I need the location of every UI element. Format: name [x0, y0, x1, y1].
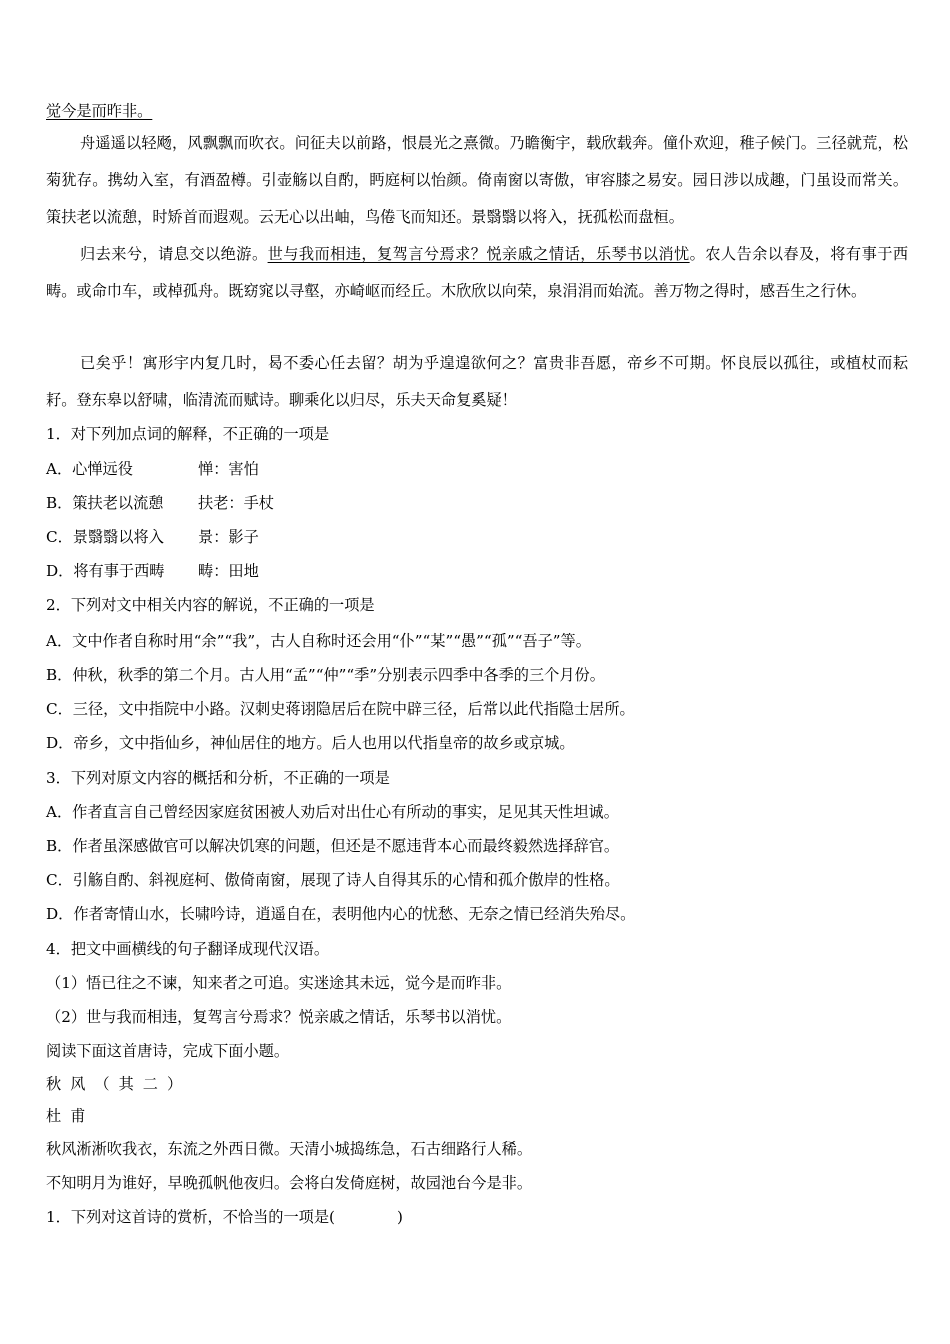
question-3-option-b: B．作者虽深感做官可以解决饥寒的问题，但还是不愿违背本心而最终毅然选择辞官。 — [46, 837, 620, 855]
option-gloss: 景：影子 — [198, 528, 259, 546]
poem-author: 杜甫 — [46, 1107, 95, 1125]
question-1-option-a — [46, 459, 259, 479]
question-4-item-1: （1）悟已往之不谏，知来者之可追。实迷途其未远，觉今是而昨非。 — [46, 974, 512, 992]
option-gloss: 惮：害怕 — [198, 460, 259, 478]
question-3-option-d: D．作者寄情山水，长啸吟诗，逍遥自在，表明他内心的忧愁、无奈之情已经消失殆尽。 — [46, 905, 636, 923]
question-1-option-b — [46, 493, 274, 513]
option-gloss: 畴：田地 — [198, 562, 259, 580]
passage-paragraph-2 — [46, 236, 908, 310]
question-4-item-2: （2）世与我而相违，复驾言兮焉求？悦亲戚之情话，乐琴书以消忧。 — [46, 1008, 512, 1026]
question-2-option-a: A．文中作者自称时用“余”“我”，古人自称时还会用“仆”“某”“愚”“孤”“吾子”等。 — [46, 632, 591, 650]
passage-paragraph-2-end: 。农人告余以春及，将有事于西畴。或命巾车，或棹孤舟。既窈窕以寻壑，亦崎岖而经丘。木欣欣以向荣，泉涓涓而始流。善万物之得时，感吾生之行休。 — [46, 245, 909, 300]
poem-intro: 阅读下面这首唐诗，完成下面小题。 — [46, 1042, 289, 1060]
option-label: A．心惮远役 — [46, 460, 133, 478]
poem-question-1-text: 1．下列对这首诗的赏析，不恰当的一项是 — [46, 1208, 330, 1226]
answer-paren-close: ) — [397, 1208, 403, 1226]
question-2-stem: 2．下列对文中相关内容的解说，不正确的一项是 — [46, 596, 375, 614]
question-2-option-d: D．帝乡，文中指仙乡，神仙居住的地方。后人也用以代指皇帝的故乡或京城。 — [46, 734, 575, 752]
passage-underlined-line: 觉今是而昨非。 — [46, 102, 153, 120]
passage-paragraph-3: 已矣乎！寓形宇内复几时，曷不委心任去留？胡为乎遑遑欲何之？富贵非吾愿，帝乡不可期。怀良辰以孤往，或植杖而耘耔。登东皋以舒啸，临清流而赋诗。聊乘化以归尽，乐夫天命复奚疑！ — [46, 354, 908, 409]
poem-line-1: 秋风淅淅吹我衣，东流之外西日微。天清小城捣练急，石古细路行人稀。 — [46, 1140, 532, 1158]
option-label: D．将有事于西畴 — [46, 562, 165, 580]
question-3-option-c: C．引觞自酌、斜视庭柯、傲倚南窗，展现了诗人自得其乐的心情和孤介傲岸的性格。 — [46, 871, 620, 889]
question-1-option-d — [46, 561, 259, 581]
option-label: B．策扶老以流憩 — [46, 494, 164, 512]
question-3-option-a: A．作者直言自己曾经因家庭贫困被人劝后对出仕心有所动的事实，足见其天性坦诚。 — [46, 803, 619, 821]
poem-question-1-stem — [46, 1207, 403, 1227]
option-label: C．景翳翳以将入 — [46, 528, 164, 546]
option-gloss: 扶老：手杖 — [198, 494, 274, 512]
poem-title: 秋风（其二） — [46, 1075, 192, 1093]
answer-paren-open: ( — [329, 1208, 335, 1226]
question-1-stem: 1．对下列加点词的解释，不正确的一项是 — [46, 425, 330, 443]
poem-line-2: 不知明月为谁好，早晚孤帆他夜归。会将白发倚庭树，故园池台今是非。 — [46, 1174, 532, 1192]
question-3-stem: 3．下列对原文内容的概括和分析，不正确的一项是 — [46, 769, 390, 787]
question-2-option-c: C．三径，文中指院中小路。汉刺史蒋诩隐居后在院中辟三径，后常以此代指隐士居所。 — [46, 700, 635, 718]
passage-paragraph-2-start: 归去来兮，请息交以绝游。 — [80, 245, 268, 263]
question-1-option-c — [46, 527, 259, 547]
question-4-stem: 4．把文中画横线的句子翻译成现代汉语。 — [46, 940, 330, 958]
passage-paragraph-1: 舟遥遥以轻飏，风飘飘而吹衣。问征夫以前路，恨晨光之熹微。乃瞻衡宇，载欣载奔。僮仆欢迎，稚子候门。三径就荒，松菊犹存。携幼入室，有酒盈樽。引壶觞以自酌，眄庭柯以怡颜。倚南窗以寄傲，审容膝之易安。园日涉以成趣，门虽设而常关。策扶老以流憩，时矫首而遐观。云无心以出岫，鸟倦飞而知还。景翳翳以将入，抚孤松而盘桓。 — [46, 134, 908, 226]
passage-underlined-sentence: 世与我而相违，复驾言兮焉求？悦亲戚之情话，乐琴书以消忧 — [267, 245, 690, 263]
question-2-option-b: B．仲秋，秋季的第二个月。古人用“孟”“仲”“季”分别表示四季中各季的三个月份。 — [46, 666, 605, 684]
